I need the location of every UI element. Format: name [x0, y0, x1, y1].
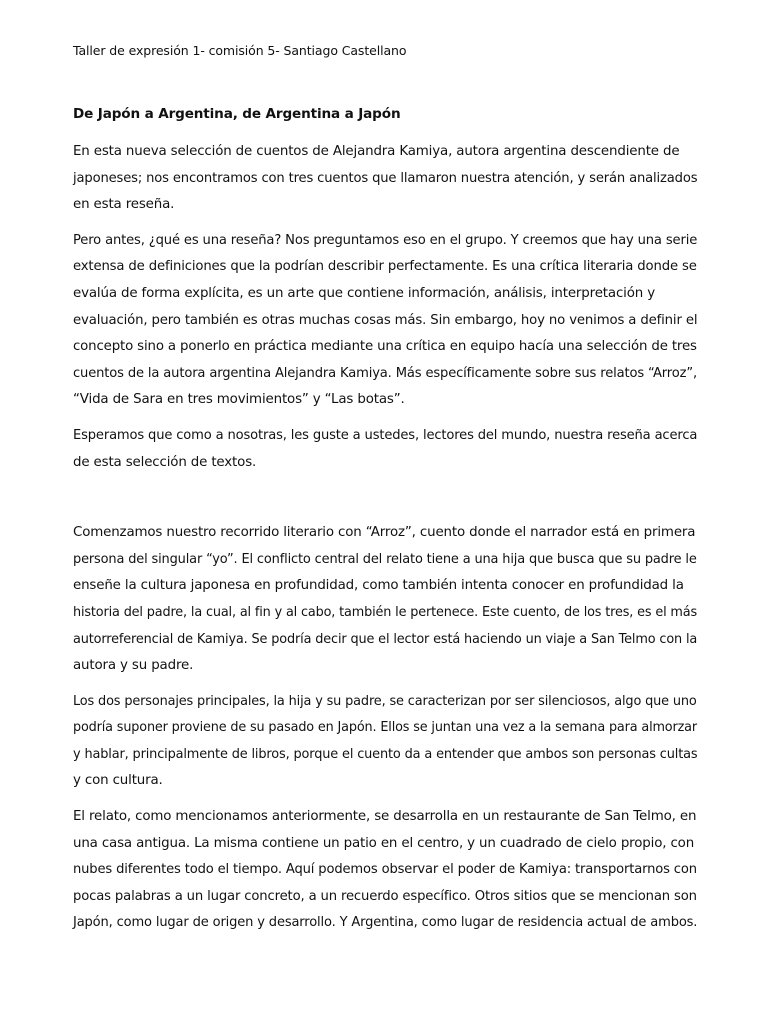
- paragraph: [73, 520, 697, 680]
- text-line: persona del singular “yo”. El conflicto central del relato tiene a una hija que busca que su padre le: [73, 551, 697, 567]
- text-line: En esta nueva selección de cuentos de Alejandra Kamiya, autora argentina descendiente de: [73, 144, 680, 159]
- text-line: y hablar, principalmente de libros, porque el cuento da a entender que ambos son personas cultas: [73, 746, 698, 762]
- paragraph: [73, 804, 697, 937]
- text-line: evalúa de forma explícita, es un arte que contiene información, análisis, interpretación y: [73, 285, 655, 301]
- paragraph: [73, 228, 697, 414]
- paragraph: [73, 689, 697, 795]
- text-line: Comenzamos nuestro recorrido literario con “Arroz”, cuento donde el narrador está en primera: [73, 525, 696, 541]
- text-line: “Vida de Sara en tres movimientos” y “Las botas”.: [73, 392, 405, 408]
- text-line: cuentos de la autora argentina Alejandra Kamiya. Más específicamente sobre sus relatos “Arroz”,: [73, 365, 697, 381]
- text-line: Los dos personajes principales, la hija y su padre, se caracterizan por ser silenciosos, algo que uno: [73, 693, 697, 709]
- text-line: una casa antigua. La misma contiene un patio en el centro, y un cuadrado de cielo propio, con: [73, 835, 695, 851]
- paragraph: [73, 423, 697, 476]
- text-line: evaluación, pero también es otras muchas cosas más. Sin embargo, hoy no venimos a definir el: [73, 312, 698, 328]
- text-line: autora y su padre.: [73, 658, 194, 674]
- text-line: El relato, como mencionamos anteriormente, se desarrolla en un restaurante de San Telmo, en: [73, 809, 697, 825]
- paragraph: [73, 139, 697, 219]
- text-line: enseñe la cultura japonesa en profundidad, como también intenta conocer en profundidad la: [73, 578, 684, 594]
- text-line: nubes diferentes todo el tiempo. Aquí podemos observar el poder de Kamiya: transportarnos con: [73, 862, 697, 878]
- document-body: [73, 139, 697, 946]
- text-line: autorreferencial de Kamiya. Se podría decir que el lector está haciendo un viaje a San Telmo con la: [73, 631, 698, 647]
- text-line: podría suponer proviene de su pasado en Japón. Ellos se juntan una vez a la semana para almorzar: [73, 720, 697, 736]
- text-line: Pero antes, ¿qué es una reseña? Nos preguntamos eso en el grupo. Y creemos que hay una serie: [73, 232, 698, 248]
- text-line: pocas palabras a un lugar concreto, a un recuerdo específico. Otros sitios que se mencionan son: [73, 888, 697, 904]
- text-line: concepto sino a ponerlo en práctica mediante una crítica en equipo hacía una selección de tres: [73, 339, 697, 355]
- document-header: Taller de expresión 1- comisión 5- Santiago Castellano: [73, 43, 407, 58]
- text-line: historia del padre, la cual, al fin y al cabo, también le pertenece. Este cuento, de los tres, es el más: [73, 604, 698, 620]
- text-line: de esta selección de textos.: [73, 454, 257, 470]
- document-title: De Japón a Argentina, de Argentina a Japón: [73, 106, 401, 122]
- text-line: extensa de definiciones que la podrían describir perfectamente. Es una crítica literaria donde se: [73, 259, 697, 275]
- text-line: japoneses; nos encontramos con tres cuentos que llamaron nuestra atención, y serán analizados: [73, 170, 698, 186]
- text-line: Japón, como lugar de origen y desarrollo. Y Argentina, como lugar de residencia actual de ambos.: [73, 915, 698, 931]
- text-line: y con cultura.: [73, 773, 163, 789]
- text-line: en esta reseña.: [73, 197, 175, 213]
- text-line: Esperamos que como a nosotras, les guste a ustedes, lectores del mundo, nuestra reseña acerca: [73, 427, 698, 443]
